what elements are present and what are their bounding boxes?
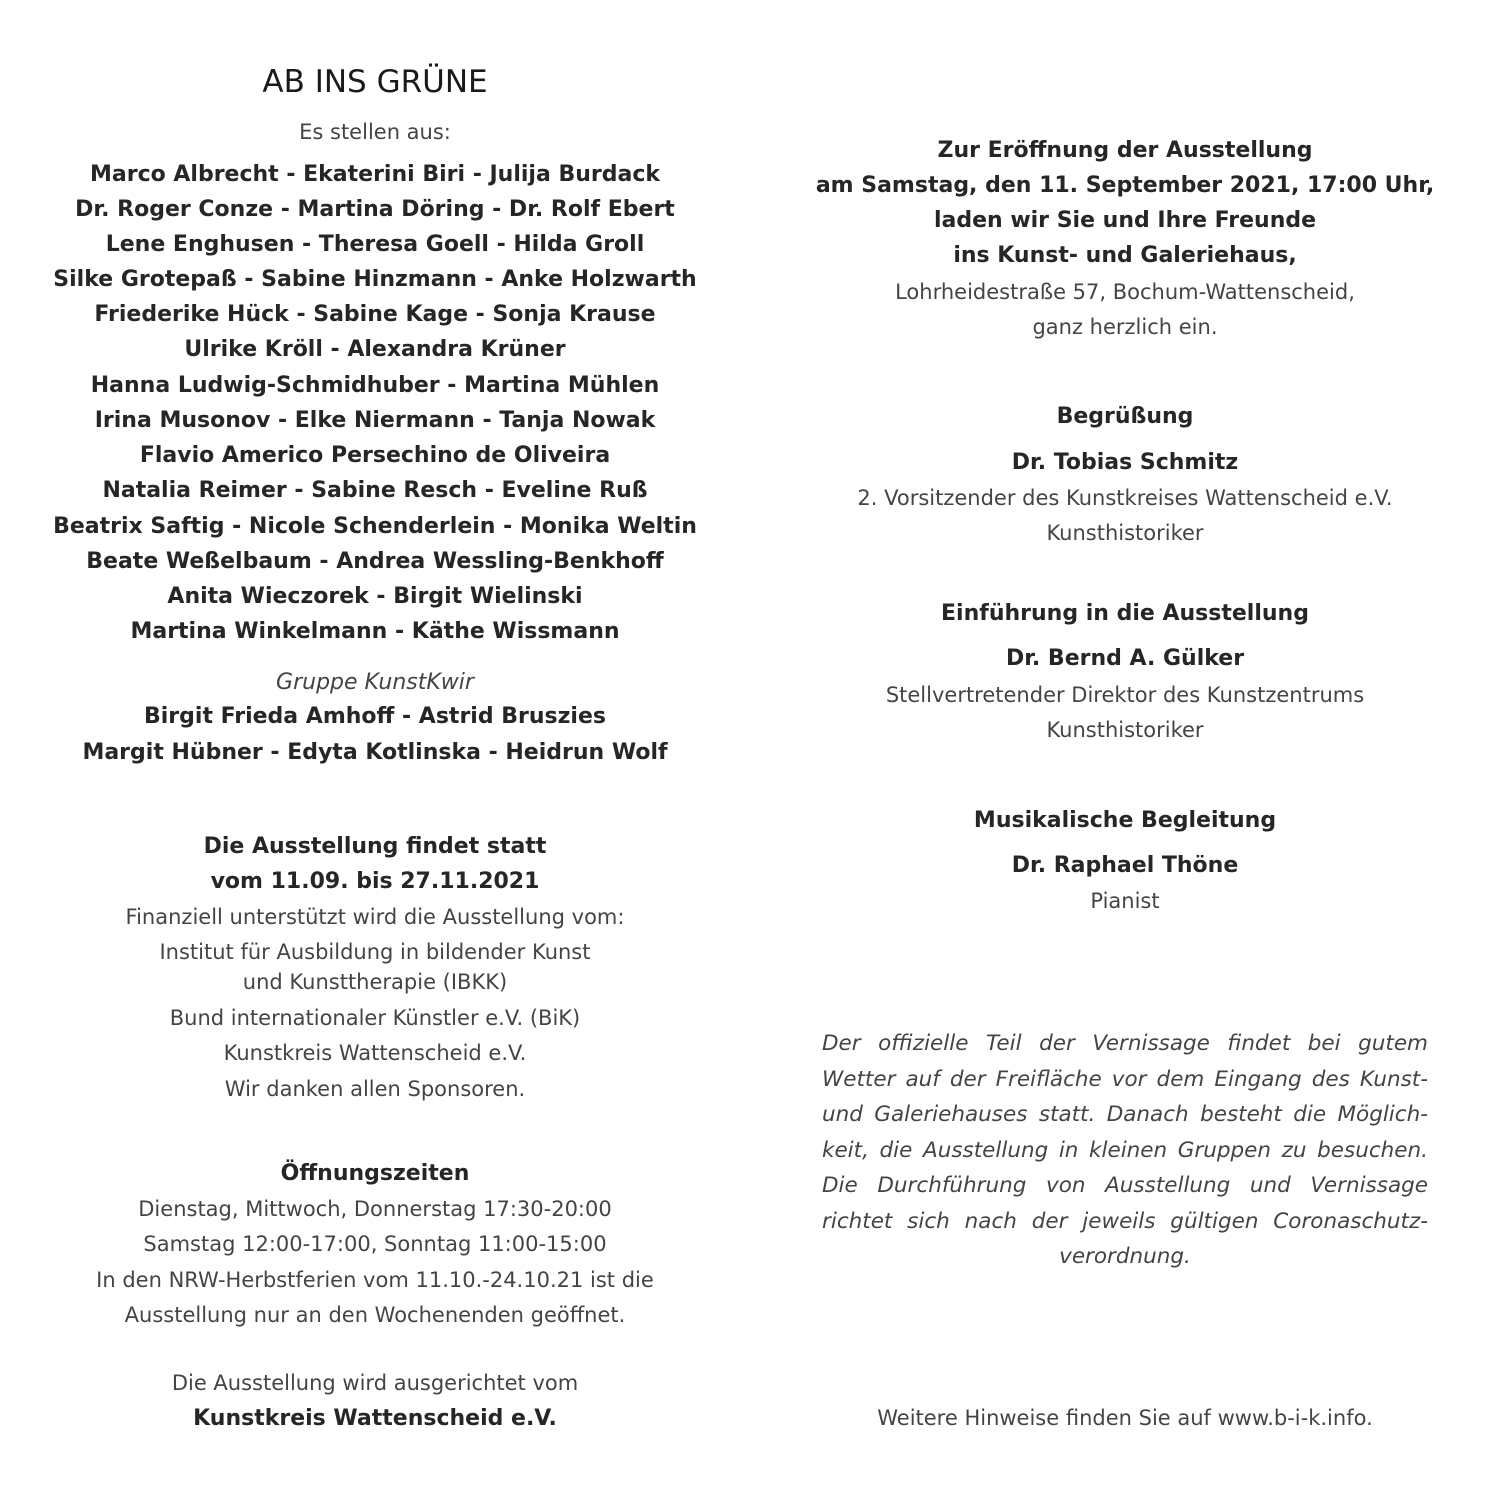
program-speaker-detail: Pianist — [1090, 889, 1160, 913]
exhibition-dates: vom 11.09. bis 27.11.2021 — [210, 869, 540, 894]
program-heading-music: Musikalische Begleitung — [973, 808, 1277, 833]
artist-line: Flavio Americo Persechino de Oliveira — [139, 443, 611, 468]
sponsor-line: Institut für Ausbildung in bildender Kunst — [159, 940, 591, 964]
group-label: Gruppe KunstKwir — [276, 670, 474, 695]
group-member-line: Margit Hübner - Edyta Kotlinska - Heidrun Wolf — [82, 740, 668, 765]
program-speaker-detail: Kunsthistoriker — [1046, 521, 1204, 545]
notice-line: richtet sich nach der jeweils gültigen Coronaschutz- — [822, 1208, 1428, 1234]
exhibition-dates-intro: Die Ausstellung findet statt — [203, 834, 547, 859]
sponsor-line: Bund internationaler Künstler e.V. (BiK) — [169, 1006, 581, 1030]
notice-line: Die Durchführung von Ausstellung und Vernissage — [822, 1173, 1428, 1198]
program-heading-welcome: Begrüßung — [1056, 404, 1194, 429]
exhibitors-intro: Es stellen aus: — [299, 120, 451, 144]
artist-line: Silke Grotepaß - Sabine Hinzmann - Anke Holzwarth — [53, 267, 697, 292]
artist-line: Beatrix Saftig - Nicole Schenderlein - Monika Weltin — [53, 514, 697, 539]
program-speaker-detail: Stellvertretender Direktor des Kunstzentrums — [885, 683, 1365, 707]
organizer-name: Kunstkreis Wattenscheid e.V. — [193, 1406, 557, 1431]
program-speaker-detail: 2. Vorsitzender des Kunstkreises Wattenscheid e.V. — [857, 486, 1393, 510]
notice-line: Wetter auf der Freifläche vor dem Eingang des Kunst- — [822, 1066, 1428, 1092]
program-speaker-name: Dr. Tobias Schmitz — [1011, 450, 1239, 475]
opening-hours-line: In den NRW-Herbstferien vom 11.10.-24.10.21 ist die — [96, 1268, 654, 1292]
invitation-line: am Samstag, den 11. September 2021, 17:00 Uhr, — [815, 173, 1435, 198]
artist-line: Beate Weßelbaum - Andrea Wessling-Benkhoff — [86, 549, 664, 574]
artist-line: Lene Enghusen - Theresa Goell - Hilda Groll — [105, 232, 645, 257]
program-speaker-name: Dr. Bernd A. Gülker — [1005, 646, 1245, 671]
covid-notice — [822, 1026, 1428, 1275]
sponsor-thanks: Wir danken allen Sponsoren. — [224, 1077, 526, 1101]
artist-line: Martina Winkelmann - Käthe Wissmann — [130, 619, 620, 644]
artist-line: Irina Musonov - Elke Niermann - Tanja Nowak — [94, 408, 656, 433]
program-speaker-detail: Kunsthistoriker — [1046, 718, 1204, 742]
artist-line: Natalia Reimer - Sabine Resch - Eveline Ruß — [102, 478, 648, 503]
footer-hint: Weitere Hinweise finden Sie auf www.b-i-k.info. — [877, 1406, 1373, 1430]
notice-line: keit, die Ausstellung in kleinen Gruppen zu besuchen. — [822, 1137, 1428, 1163]
opening-hours-line: Ausstellung nur an den Wochenenden geöffnet. — [124, 1303, 626, 1327]
program-speaker-name: Dr. Raphael Thöne — [1011, 853, 1239, 878]
notice-line: verordnung. — [1059, 1244, 1191, 1269]
sponsor-line: und Kunsttherapie (IBKK) — [242, 970, 508, 994]
artist-line: Anita Wieczorek - Birgit Wielinski — [167, 584, 583, 609]
venue-address: Lohrheidestraße 57, Bochum-Wattenscheid, — [895, 280, 1355, 304]
organizer-intro: Die Ausstellung wird ausgerichtet vom — [171, 1371, 579, 1395]
invitation-closing: ganz herzlich ein. — [1032, 315, 1218, 339]
program-heading-introduction: Einführung in die Ausstellung — [941, 601, 1309, 626]
exhibition-title: AB INS GRÜNE — [262, 64, 488, 100]
artist-line: Marco Albrecht - Ekaterini Biri - Julija Burdack — [89, 162, 661, 187]
notice-line: und Galeriehauses statt. Danach besteht die Möglich- — [822, 1102, 1428, 1127]
opening-hours-line: Dienstag, Mittwoch, Donnerstag 17:30-20:00 — [138, 1197, 612, 1221]
artist-line: Dr. Roger Conze - Martina Döring - Dr. Rolf Ebert — [75, 197, 675, 222]
group-member-line: Birgit Frieda Amhoff - Astrid Bruszies — [144, 704, 606, 729]
sponsor-line: Kunstkreis Wattenscheid e.V. — [223, 1041, 527, 1065]
artist-line: Friederike Hück - Sabine Kage - Sonja Krause — [94, 302, 656, 327]
opening-hours-line: Samstag 12:00-17:00, Sonntag 11:00-15:00 — [143, 1232, 607, 1256]
notice-line: Der offizielle Teil der Vernissage findet bei gutem — [822, 1031, 1428, 1056]
sponsors-intro: Finanziell unterstützt wird die Ausstellung vom: — [125, 905, 625, 929]
invitation-line: laden wir Sie und Ihre Freunde — [933, 208, 1317, 233]
invitation-line: ins Kunst- und Galeriehaus, — [953, 243, 1297, 268]
artist-line: Ulrike Kröll - Alexandra Krüner — [184, 337, 566, 362]
artist-line: Hanna Ludwig-Schmidhuber - Martina Mühlen — [90, 373, 660, 398]
invitation-line: Zur Eröffnung der Ausstellung — [937, 138, 1313, 163]
opening-hours-title: Öffnungszeiten — [280, 1161, 470, 1186]
